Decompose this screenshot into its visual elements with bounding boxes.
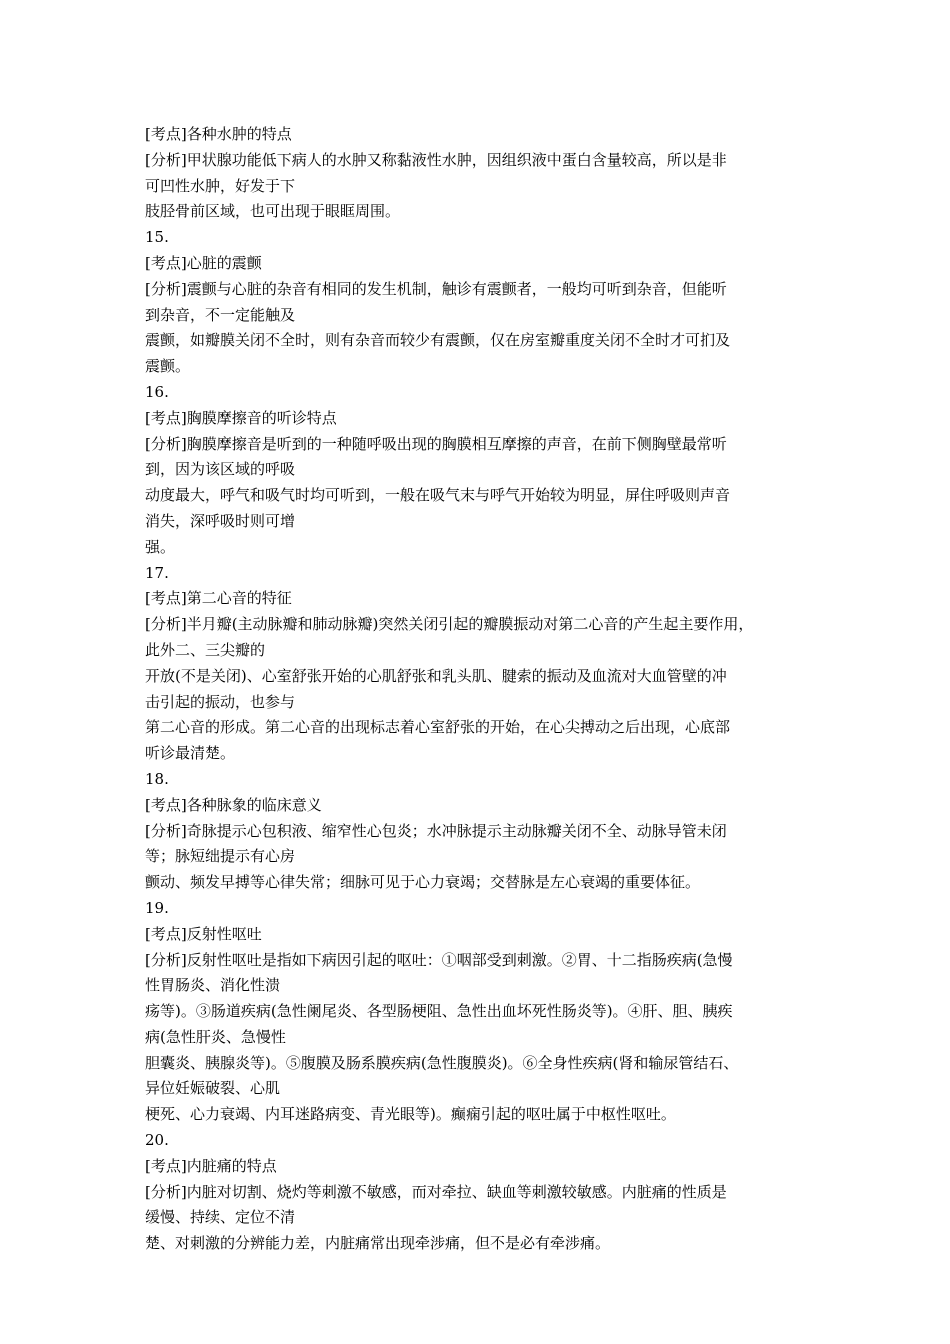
text-line: [分析]震颤与心脏的杂音有相同的发生机制，触诊有震颤者，一般均可听到杂音，但能听 (145, 279, 727, 298)
text-line: [考点]反射性呕吐 (145, 924, 262, 943)
text-line: 颤动、频发早搏等心律失常；细脉可见于心力衰竭；交替脉是左心衰竭的重要体征。 (145, 873, 701, 892)
item-number: 16. (145, 382, 169, 401)
text-line: [分析]胸膜摩擦音是听到的一种随呼吸出现的胸膜相互摩擦的声音，在前下侧胸壁最常听 (145, 434, 727, 453)
text-line: 肢胫骨前区域，也可出现于眼眶周围。 (145, 202, 401, 221)
text-line: 缓慢、持续、定位不清 (145, 1208, 296, 1227)
text-line: 此外二、三尖瓣的 (145, 640, 266, 659)
item-number: 20. (145, 1131, 169, 1150)
text-line: [分析]奇脉提示心包积液、缩窄性心包炎；水冲脉提示主动脉瓣关闭不全、动脉导管未闭 (145, 821, 727, 840)
text-line: 性胃肠炎、消化性溃 (145, 976, 281, 995)
text-line: 异位妊娠破裂、心肌 (145, 1079, 281, 1098)
text-line: 楚、对刺激的分辨能力差，内脏痛常出现牵涉痛，但不是必有牵涉痛。 (145, 1234, 611, 1253)
text-line: 梗死、心力衰竭、内耳迷路病变、青光眼等)。癫痫引起的呕吐属于中枢性呕吐。 (145, 1105, 676, 1124)
text-line: 动度最大，呼气和吸气时均可听到，一般在吸气末与呼气开始较为明显，屏住呼吸则声音 (145, 486, 731, 505)
text-line: [考点]胸膜摩擦音的听诊特点 (145, 408, 337, 427)
document-body (145, 122, 815, 1257)
text-line: 胆囊炎、胰腺炎等)。⑤腹膜及肠系膜疾病(急性腹膜炎)。⑥全身性疾病(肾和输尿管结石、 (145, 1053, 739, 1072)
text-line: 击引起的振动，也参与 (145, 692, 296, 711)
item-number: 19. (145, 898, 169, 917)
text-line: [考点]心脏的震颤 (145, 253, 262, 272)
item-number: 18. (145, 769, 169, 788)
text-line: 到，因为该区域的呼吸 (145, 460, 296, 479)
item-number: 17. (145, 563, 169, 582)
text-line: 开放(不是关闭)、心室舒张开始的心肌舒张和乳头肌、腱索的振动及血流对大血管壁的冲 (145, 666, 727, 685)
text-line: 听诊最清楚。 (145, 744, 236, 763)
text-line: 等；脉短绌提示有心房 (145, 847, 296, 866)
text-line: [考点]内脏痛的特点 (145, 1156, 277, 1175)
text-line: 震颤，如瓣膜关闭不全时，则有杂音而较少有震颤，仅在房室瓣重度关闭不全时才可扪及 (145, 331, 731, 350)
text-line: [分析]内脏对切割、烧灼等刺激不敏感，而对牵拉、缺血等刺激较敏感。内脏痛的性质是 (145, 1182, 727, 1201)
text-line: [分析]反射性呕吐是指如下病因引起的呕吐：①咽部受到刺激。②胃、十二指肠疾病(急慢 (145, 950, 733, 969)
text-line: 可凹性水肿，好发于下 (145, 176, 296, 195)
text-line: 到杂音，不一定能触及 (145, 305, 296, 324)
text-line: 疡等)。③肠道疾病(急性阑尾炎、各型肠梗阻、急性出血坏死性肠炎等)。④肝、胆、胰疾 (145, 1002, 733, 1021)
text-line: 强。 (145, 537, 176, 556)
text-line: [考点]第二心音的特征 (145, 589, 292, 608)
text-line: 震颤。 (145, 357, 191, 376)
item-number: 15. (145, 228, 169, 247)
text-line: 病(急性肝炎、急慢性 (145, 1027, 286, 1046)
text-line: [分析]半月瓣(主动脉瓣和肺动脉瓣)突然关闭引起的瓣膜振动对第二心音的产生起主要作用， (145, 615, 754, 634)
text-line: [考点]各种脉象的临床意义 (145, 795, 322, 814)
text-line: 第二心音的形成。第二心音的出现标志着心室舒张的开始，在心尖搏动之后出现，心底部 (145, 718, 731, 737)
text-line: [分析]甲状腺功能低下病人的水肿又称黏液性水肿，因组织液中蛋白含量较高，所以是非 (145, 150, 727, 169)
text-line: 消失，深呼吸时则可增 (145, 511, 296, 530)
text-line: [考点]各种水肿的特点 (145, 125, 292, 143)
